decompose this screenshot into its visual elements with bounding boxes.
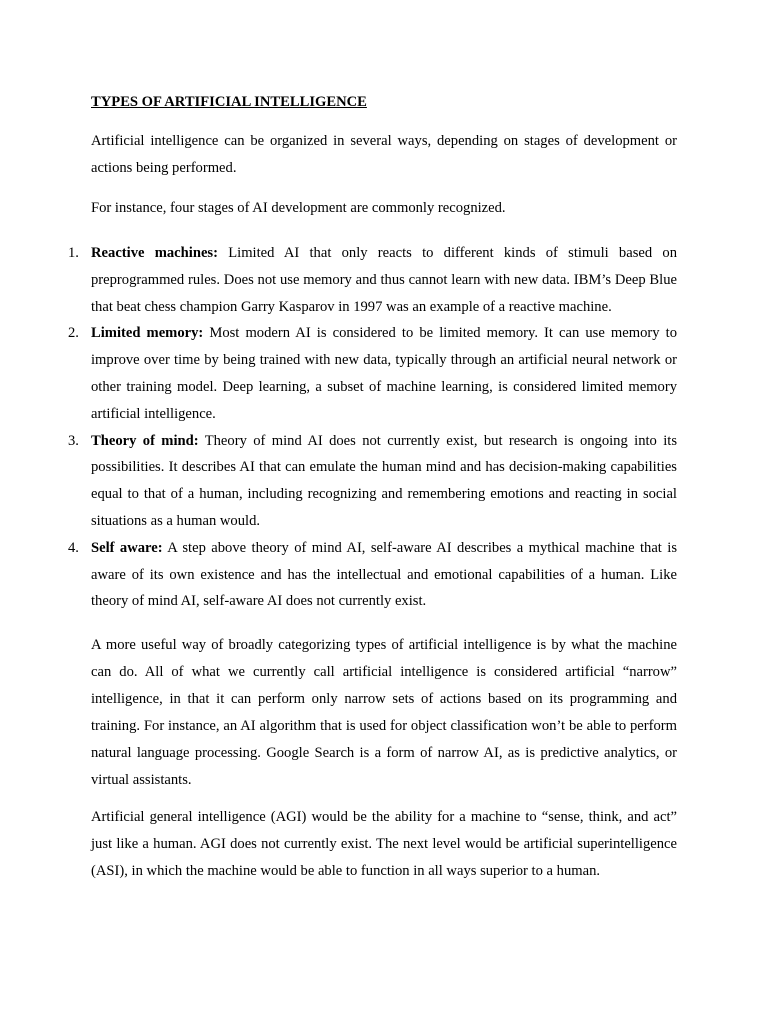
list-item-term: Theory of mind: [91,432,199,449]
list-item-term: Limited memory: [91,325,204,342]
list-item-text: Theory of mind AI does not currently exist, but research is ongoing into its possibilities. It describes AI that can emulate the human mind and has decision-making capabilities equal to that of a human, including recognizing and remembering emotions and reacting in social situations as a human would. [91,432,678,529]
list-item-theory-of-mind [68,428,678,535]
list-item-limited-memory [68,320,677,427]
intro-paragraph-2: For instance, four stages of AI development are commonly recognized. [91,200,506,216]
narrow-ai-paragraph: A more useful way of broadly categorizing types of artificial intelligence is by what the machine can do. All of what we currently call artificial intelligence is considered artificial “narrow” intelligence, in that it can perform only narrow sets of actions based on its programming and training. For instance, an AI algorithm that is used for object classification won’t be able to perform natural language processing. Google Search is a form of narrow AI, as is predictive analytics, or virtual assistants. [91,637,677,788]
list-item-number: 4. [68,539,79,556]
list-item-number: 3. [68,432,79,449]
list-item-term: Reactive machines: [91,245,218,261]
document-title: TYPES OF ARTIFICIAL INTELLIGENCE [91,94,367,110]
list-item-number: 2. [68,325,79,342]
list-item-text: A step above theory of mind AI, self-aware AI describes a mythical machine that is aware of its own existence and has the intellectual and emotional capabilities of a human. Like theory of mind AI, self-aware AI does not currently exist. [91,539,678,610]
intro-paragraph-1: Artificial intelligence can be organized in several ways, depending on stages of development or actions being performed. [91,133,677,176]
agi-paragraph: Artificial general intelligence (AGI) would be the ability for a machine to “sense, think, and act” just like a human. AGI does not currently exist. The next level would be artificial superintelligence (ASI), in which the machine would be able to function in all ways superior to a human. [91,809,677,879]
ai-stages-list [68,240,678,615]
list-item-text: Limited AI that only reacts to different kinds of stimuli based on preprogrammed rules. Does not use memory and thus cannot learn with new data. IBM’s Deep Blue that beat chess champion Garry Kasparov in 1997 was an example of a reactive machine. [91,245,677,315]
list-item-text: Most modern AI is considered to be limited memory. It can use memory to improve over time by being trained with new data, typically through an artificial neural network or other training model. Deep learning, a subset of machine learning, is considered limited memory artificial intelligence. [91,325,677,422]
list-item-self-aware [68,535,678,615]
list-item-number: 1. [68,245,79,261]
list-item-reactive-machines [68,240,677,320]
list-item-term: Self aware: [91,539,163,556]
